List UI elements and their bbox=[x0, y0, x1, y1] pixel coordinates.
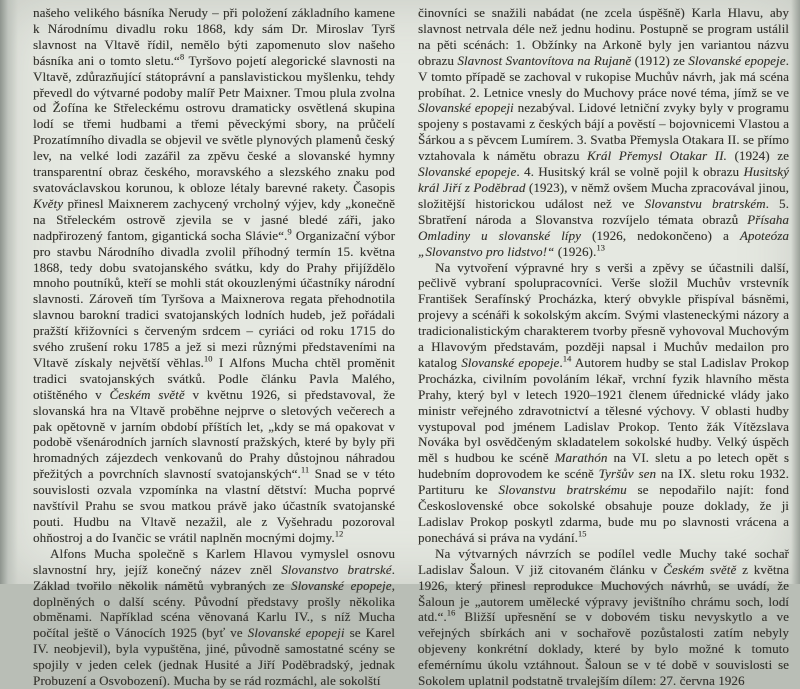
text-run: Organizační výbor pro stavbu Národního divadla zvolil příhodný termín 15. května 1868, tedy dobu svatojanského svátku, kdy do Prahy přijíždělo mnoho poutníků, kteří se mohli stát okouzlenými účastníky národní slavnosti. Zároveň tím Tyršova a Maixnerova regata přehodnotila slavnou barokní tradici svatojanských lodních hudeb, jež pořádali pražští křižovníci s červeným srdcem – cyriáci od roku 1715 do svého zrušení roku 1785 a jež si mezi různými představeními na Vltavě získaly největší věhlas. bbox=[33, 227, 395, 370]
text-run: (1923), v němž ovšem Mucha zpracovával jinou, složitější historickou událost než ve bbox=[418, 179, 789, 211]
text-run: Autorem hudby se stal Ladislav Prokop Procházka, civilním povoláním lékař, vrchní fyzik hlavního města Prahy, který byl v letech 1920–1921 členem úřednické vlády jako ministr veřejného zdravotnictví a tělesné výchovy. V oblasti hudby vystupoval pod jménem Ladislav Prokop. Tento žák Vítězslava Nováka byl osvědčeným skladatelem sokolské hudby. Velký úspěch měl s hudbou ke scéně bbox=[418, 354, 789, 466]
footnote-marker: 12 bbox=[334, 528, 344, 539]
italic-work-title: Husitský král Jiří z Poděbrad bbox=[418, 164, 790, 195]
text-run: Snad se v této souvislosti ozvala vzpomínka na vlastní dětství: Mucha poprvé navštívil Prahu se svou matkou právě jako účastník svatojanské pouti. Hudbu na Vltavě nezažil, ale z Vyšehradu pozoroval ohňostroj a do Ivančic se vrátil naplněn mocnými dojmy. bbox=[33, 466, 396, 545]
page-right-edge-shadow bbox=[791, 0, 800, 584]
text-run: přinesl Maixnerem zachycený vrcholný výjev, kdy „konečně na Střeleckém ostrově zjevila se v jasné bledé záři, jako nadpřirozený fantom, gigantická socha Slávie“. bbox=[33, 195, 395, 243]
italic-work-title: Slovanské epopeje bbox=[688, 52, 786, 68]
text-run: , doplněných o další scény. Původní představy prošly několika obměnami. Například scéna věnovaná Karlu IV., s níž Mucha počítal ještě o Vánocích 1925 (byť ve bbox=[33, 577, 395, 641]
footnote-marker: 11 bbox=[300, 464, 310, 475]
text-run: Na výtvarných návrzích se podílel vedle Muchy také sochař Ladislav Šaloun. V již citovaném článku v bbox=[418, 545, 789, 577]
italic-work-title: Slovanstvu bratrském bbox=[644, 195, 766, 211]
paragraph bbox=[33, 5, 395, 546]
italic-work-title: Slovanské epopeje bbox=[290, 577, 392, 593]
footnote-marker: 15 bbox=[577, 528, 587, 539]
page-left-edge-shadow bbox=[0, 0, 18, 584]
italic-work-title: Přísaha Omladiny u slovanské lípy bbox=[418, 211, 789, 243]
text-run: . Základ tvořilo několik námětů vybraných ze bbox=[33, 561, 395, 593]
italic-work-title: Slovanstvo bratrské bbox=[281, 561, 392, 577]
text-column-right bbox=[418, 5, 789, 689]
italic-work-title: Král Přemysl Otakar II. bbox=[587, 148, 727, 164]
text-run: . 5. Sbratření národa a Slovanstva rozvíjelo témata obrazů bbox=[418, 195, 790, 227]
italic-work-title: Slovanské epopeje bbox=[418, 164, 517, 180]
text-run: Na vytvoření výpravné hry s verši a zpěvy se účastnili další, pečlivě vybraní spolupracovníci. Verše složil Muchův vrstevník František Serafínský Procházka, který obvykle přispíval básněmi, projevy a scénáři k sokolským akcím. Svými vlasteneckými názory a tradicionalistickým charakterem tvorby přesně vyhovoval Muchovým a Hlavovým představám, později napsal i Muchův medailon pro katalog bbox=[418, 259, 789, 370]
text-run: Tyršovo pojetí alegorické slavnosti na Vltavě, zdůrazňující státoprávní a panslavistickou myšlenku, tehdy převedl do výtvarné podoby malíř Petr Maixner. Tmou plula zvolna od Žofína ke Střeleckému ostrovu dramaticky osvětlená skupina lodí se třemi hudbami a třemi pěveckými sbory, na průčelí Prozatímního divadla se objevil ve světle plynových plamenů český lev, na velké lodi zazářil za zpěvu české a slovanské hymny transparentní obraz českého, moravského a slezského znaku pod svatováclavskou korunou, k obloze létaly barevné rakety. Časopis bbox=[33, 52, 396, 195]
footnote-marker: 14 bbox=[562, 353, 572, 364]
text-run: (1926, nedokončeno) a bbox=[580, 227, 740, 243]
italic-work-title: Květy bbox=[33, 195, 64, 211]
italic-work-title: Slovanské epopeji bbox=[418, 100, 514, 116]
text-run: našeho velikého básníka Nerudy – při položení základního kamene k Národnímu divadlu roku 1868, kdy sám Dr. Miroslav Tyrš slavnost na Vltavě řídil, nemělo býti zapomenuto slov našeho básníka ani o tomto sletu.“ bbox=[33, 5, 395, 68]
italic-work-title: Marathón bbox=[554, 450, 608, 466]
paragraph bbox=[33, 546, 395, 689]
text-run: na IX. sletu roku 1932. Partituru ke bbox=[418, 466, 789, 498]
italic-work-title: Slovanské epopeje bbox=[461, 354, 560, 370]
text-run: . bbox=[559, 354, 563, 370]
footnote-marker: 9 bbox=[287, 226, 292, 237]
text-run: (1912) ze bbox=[631, 52, 689, 68]
italic-work-title: Tyršův sen bbox=[598, 466, 657, 482]
footnote-marker: 10 bbox=[203, 353, 213, 364]
text-run: v květnu 1926, si představoval, že slovanská hra na Vltavě proběhne nejprve o sletových večerech a pak opětovně v jarním období příštích let, „kdy se má opakovat v podobě všenárodních jarních slavností pražských, které by byly při hromadných zájezdech venkovanů do Prahy důstojnou náhradou přežitých a povrchních slavností svatojanských“. bbox=[33, 386, 395, 482]
text-run: nezabýval. Lidové letniční zvyky byly v programu spojeny s postavami z českých bájí a pověstí – bojovnicemi Vlastou a Šárkou a s pěvcem Lumírem. 3. Svatba Přemysla Otakara II. se přímo vztahovala k námětu obrazu bbox=[418, 100, 789, 164]
italic-work-title: Českém světě bbox=[663, 561, 737, 577]
text-run: činovníci se snažili nabádat (ne zcela úspěšně) Karla Hlavu, aby slavnost netrvala déle než jednu hodinu. Postupně se program ustálil na pěti scénách: 1. Obžínky na Arkoně byly jen variantou názvu obrazu bbox=[418, 5, 789, 68]
text-run: I Alfons Mucha chtěl proměnit tradici svatojanských svátků. Podle článku Pavla Malého, otištěného v bbox=[33, 354, 395, 402]
footnote-marker: 13 bbox=[596, 242, 605, 253]
italic-work-title: Českém světě bbox=[109, 386, 185, 402]
text-run: Alfons Mucha společně s Karlem Hlavou vymyslel osnovu slavnostní hry, jejíž konečný název zněl bbox=[33, 545, 395, 577]
footnote-marker: 16 bbox=[446, 608, 456, 619]
text-run: . V tomto případě se zachoval v rukopise Muchův návrh, jak má scéna probíhat. 2. Letnice vnesly do Muchovy práce nové téma, jímž se ve bbox=[418, 52, 789, 100]
text-run: (1924) ze bbox=[726, 148, 790, 164]
text-column-left bbox=[33, 5, 395, 689]
text-run: se Karel IV. neobjevil), byla vypuštěna, jiné, původně samostatné scény se spojily v jeden celek (jednak Husité a Jiří Poděbradský, jednak Probuzení a Osvobození). Mucha by se rád rozmáchl, ale sokolští bbox=[33, 625, 395, 689]
text-run: se nepodařilo najít: fond Československé obce sokolské obsahuje pouze doklady, že ji Ladislav Prokop poskytl zdarma, bude mu po slavnosti vrácena a ponechává si práva na vydání. bbox=[418, 482, 789, 545]
footnote-marker: 8 bbox=[179, 51, 185, 62]
italic-work-title: Slavnost Svantovítova na Rujaně bbox=[457, 52, 632, 68]
paragraph bbox=[418, 260, 789, 546]
italic-work-title: Slovanstvu bratrskému bbox=[498, 482, 627, 498]
text-run: . 4. Husitský král se volně pojil k obrazu bbox=[516, 164, 744, 180]
paragraph bbox=[418, 5, 789, 260]
text-run: na VI. sletu a po letech opět s hudebním doprovodem ke scéně bbox=[418, 450, 789, 482]
italic-work-title: Apoteóza „Slovanstvo pro lidstvo!“ bbox=[418, 227, 789, 259]
text-run: Bližší upřesnění se v dobovém tisku nevyskytlo a ve veřejných sbírkách ani v sochařově pozůstalosti zatím nebyly objeveny konkrétní doklady, které by bylo možné k tomuto efemérnímu úkolu vztáhnout. Šaloun se v té době v souvislosti se Sokolem uplatnil podstatně trvalejším dílem: 27. června 1926 bbox=[418, 609, 789, 689]
paragraph bbox=[418, 546, 789, 689]
text-run: (1926). bbox=[554, 243, 597, 259]
italic-work-title: Slovanské epopeji bbox=[247, 625, 345, 641]
text-run: z května 1926, který přinesl reprodukce Muchových návrhů, se uvádí, že Šaloun je „autorem umělecké výpravy jevištního chrámu soch, lodí atd.“. bbox=[418, 561, 790, 625]
